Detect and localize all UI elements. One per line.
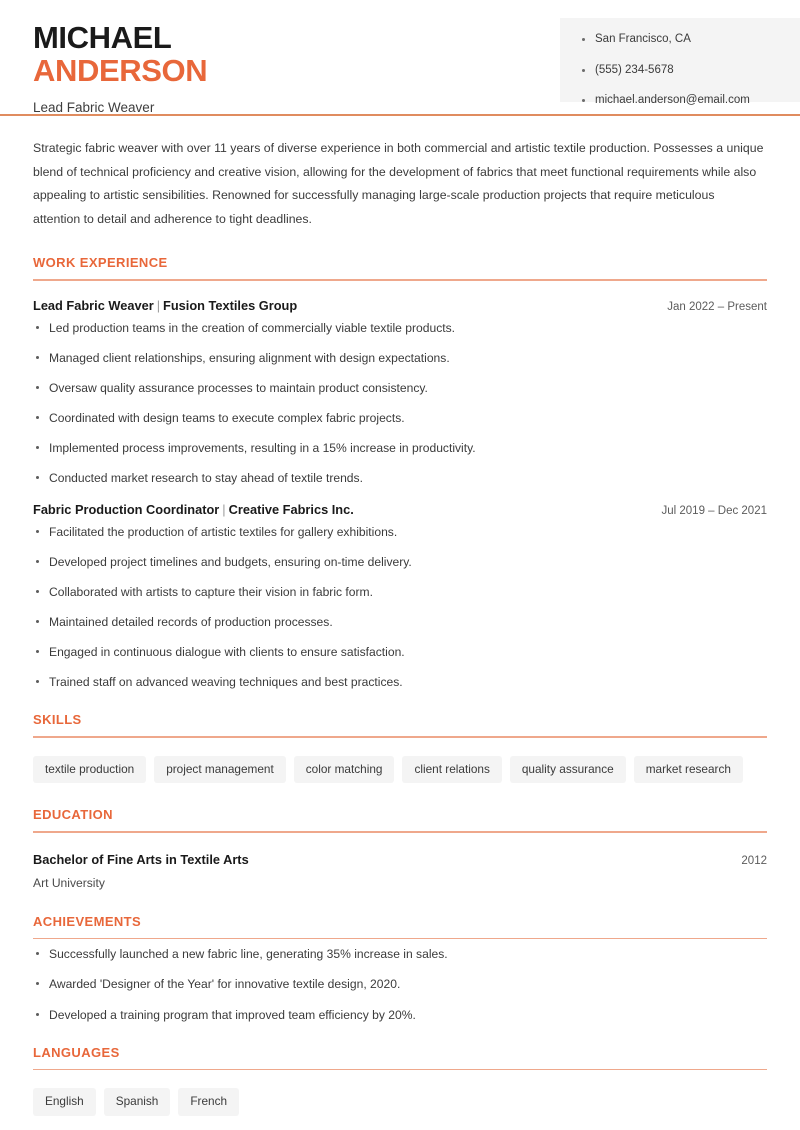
- section-education: [33, 807, 767, 890]
- skill-chip: market research: [634, 756, 743, 784]
- first-name: MICHAEL: [33, 20, 172, 55]
- education-entry-header: [33, 852, 767, 867]
- section-title-experience: WORK EXPERIENCE: [33, 255, 168, 271]
- skill-chip: quality assurance: [510, 756, 626, 784]
- experience-company: Creative Fabrics Inc.: [228, 501, 354, 517]
- section-title-languages: LANGUAGES: [33, 1044, 120, 1060]
- contact-location: San Francisco, CA: [582, 34, 800, 46]
- section-rule-skills: [33, 736, 767, 738]
- list-item: Collaborated with artists to capture their vision in fabric form.: [33, 586, 767, 598]
- list-item: Coordinated with design teams to execute complex fabric projects.: [33, 412, 767, 424]
- experience-entry-header: [33, 298, 767, 313]
- language-chip: French: [178, 1088, 239, 1116]
- list-item: Conducted market research to stay ahead of textile trends.: [33, 472, 767, 484]
- experience-role: Fabric Production Coordinator: [33, 501, 220, 517]
- contact-list: [582, 34, 800, 107]
- contact-panel: [560, 18, 800, 106]
- education-degree: Bachelor of Fine Arts in Textile Arts: [33, 851, 249, 867]
- experience-role: Lead Fabric Weaver: [33, 297, 154, 313]
- title-separator: |: [156, 297, 161, 313]
- languages-chip-list: [33, 1088, 767, 1116]
- skill-chip: textile production: [33, 756, 146, 784]
- list-item: Led production teams in the creation of commercially viable textile products.: [33, 322, 767, 334]
- professional-summary: Strategic fabric weaver with over 11 years of diverse experience in both commercial and artistic textile production. Possesses a unique blend of technical proficiency and creative vision, allowing for the development of fabrics that meet functional requirements while also appealing to artistic sensibilities. Renowned for successfully managing large-scale production projects that require meticulous attention to detail and adherence to tight deadlines.: [33, 141, 764, 226]
- section-achievements: [33, 914, 767, 1021]
- section-rule-achievements: [33, 938, 767, 940]
- title-separator: |: [222, 501, 226, 517]
- section-skills: [33, 712, 767, 783]
- language-chip: English: [33, 1088, 96, 1116]
- education-year: 2012: [741, 854, 767, 867]
- experience-entry-header: [33, 502, 767, 517]
- contact-email[interactable]: michael.anderson@email.com: [582, 95, 800, 107]
- section-title-achievements: ACHIEVEMENTS: [33, 913, 142, 929]
- resume-body: [0, 137, 800, 1116]
- skill-chip: client relations: [402, 756, 501, 784]
- list-item: Maintained detailed records of production processes.: [33, 616, 767, 628]
- list-item: Facilitated the production of artistic textiles for gallery exhibitions.: [33, 526, 767, 538]
- section-title-skills: SKILLS: [33, 712, 82, 728]
- experience-date: Jan 2022 – Present: [667, 300, 767, 313]
- experience-company: Fusion Textiles Group: [163, 297, 298, 313]
- list-item: Engaged in continuous dialogue with clients to ensure satisfaction.: [33, 646, 767, 658]
- experience-title-line: [33, 298, 297, 313]
- section-title-education: EDUCATION: [33, 807, 113, 823]
- list-item: Successfully launched a new fabric line, generating 35% increase in sales.: [33, 948, 767, 960]
- skills-chip-list: [33, 756, 767, 784]
- skill-chip: color matching: [294, 756, 395, 784]
- experience-bullets: [33, 322, 767, 485]
- section-work-experience: [33, 255, 767, 688]
- language-chip: Spanish: [104, 1088, 171, 1116]
- experience-date: Jul 2019 – Dec 2021: [661, 504, 767, 517]
- contact-phone[interactable]: (555) 234-5678: [582, 65, 800, 77]
- experience-title-line: [33, 502, 354, 517]
- list-item: Trained staff on advanced weaving techniques and best practices.: [33, 676, 767, 688]
- skill-chip: project management: [154, 756, 286, 784]
- experience-entry: [33, 502, 767, 689]
- list-item: Oversaw quality assurance processes to maintain product consistency.: [33, 382, 767, 394]
- section-languages: [33, 1045, 767, 1116]
- experience-bullets: [33, 526, 767, 689]
- list-item: Developed a training program that improved team efficiency by 20%.: [33, 1009, 767, 1021]
- section-rule-education: [33, 831, 767, 833]
- header-identity: [0, 0, 560, 114]
- section-rule-experience: [33, 279, 767, 281]
- list-item: Awarded 'Designer of the Year' for innovative textile design, 2020.: [33, 978, 767, 990]
- last-name: ANDERSON: [33, 52, 208, 88]
- education-school: Art University: [33, 875, 105, 890]
- resume-header: [0, 0, 800, 114]
- list-item: Managed client relationships, ensuring alignment with design expectations.: [33, 352, 767, 364]
- achievements-list: [33, 948, 767, 1020]
- list-item: Developed project timelines and budgets, ensuring on-time delivery.: [33, 556, 767, 568]
- list-item: Implemented process improvements, resulting in a 15% increase in productivity.: [33, 442, 767, 454]
- section-rule-languages: [33, 1069, 767, 1071]
- experience-entry: [33, 298, 767, 485]
- header-job-title: Lead Fabric Weaver: [33, 99, 155, 115]
